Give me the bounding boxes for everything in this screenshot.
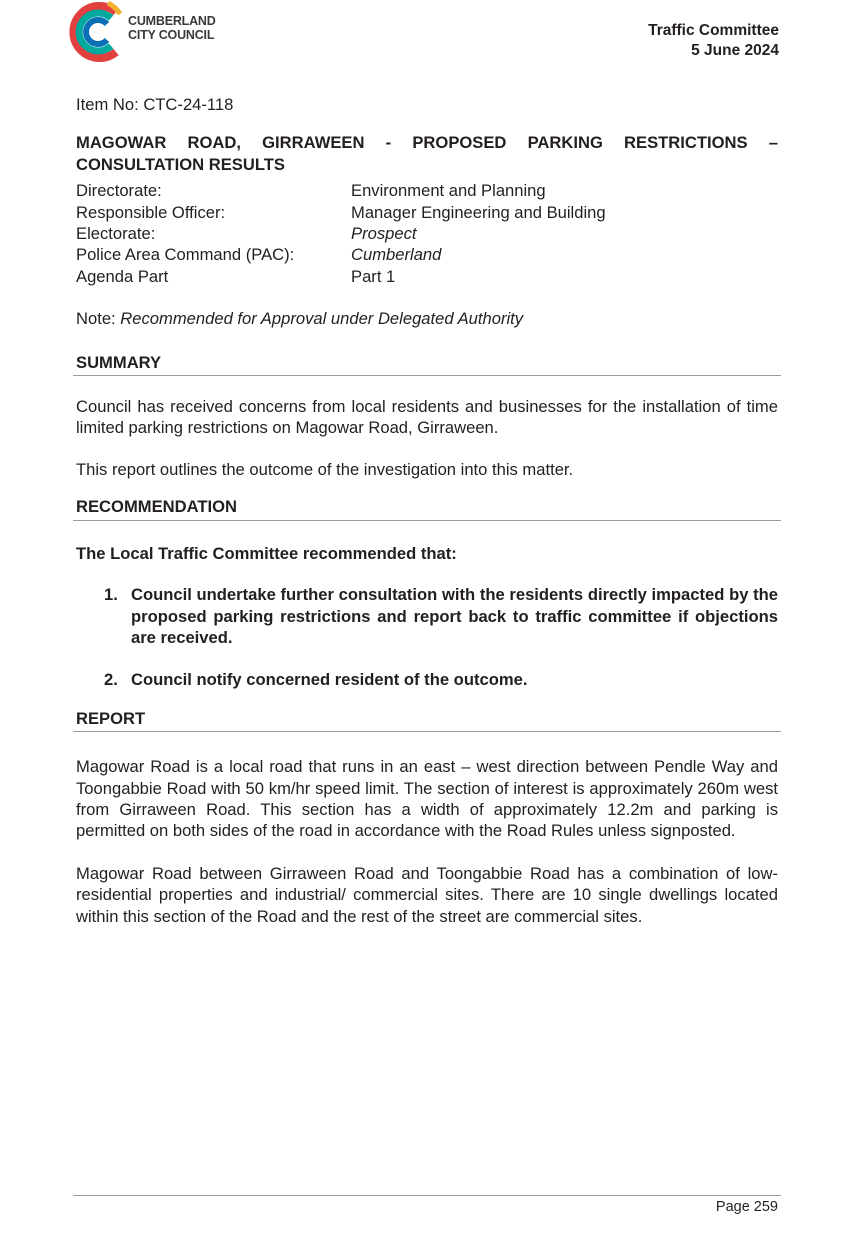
item-number-label: 1. <box>104 585 118 605</box>
meta-table <box>76 180 778 287</box>
meta-value: Prospect <box>351 224 417 244</box>
note-text: Recommended for Approval under Delegated Authority <box>120 309 524 329</box>
summary-paragraph: This report outlines the outcome of the investigation into this matter. <box>76 459 574 479</box>
meta-label: Agenda Part <box>76 266 169 286</box>
meta-value: Environment and Planning <box>351 181 546 201</box>
meta-label: Police Area Command (PAC): <box>76 245 295 265</box>
report-body <box>76 94 778 927</box>
report-paragraph: Magowar Road is a local road that runs in an east – west direction between Pendle Way and Toongabbie Road with 50 km/hr speed limit. The section of interest is approximately 260m west from Girraween Road. This section has a width of approximately 12.2m and parking is permitted on both sides of the road in accordance with the Road Rules unless signposted. <box>76 757 778 841</box>
summary-paragraph: Council has received concerns from local residents and businesses for the installation of time limited parking restrictions on Magowar Road, Girraween. <box>76 397 778 438</box>
council-logo-icon <box>64 0 126 64</box>
logo-line-1: CUMBERLAND <box>128 14 216 28</box>
recommendation-intro: The Local Traffic Committee recommended that: <box>76 543 457 563</box>
item-text: Council undertake further consultation with the residents directly impacted by the proposed parking restrictions and report back to traffic committee if objections are received. <box>131 585 778 647</box>
council-logo-wordmark <box>128 14 216 42</box>
meta-value: Part 1 <box>351 266 396 286</box>
meta-row <box>76 223 778 244</box>
recommendation-heading: RECOMMENDATION <box>73 496 781 520</box>
note-label: Note: <box>76 309 116 329</box>
meta-value: Manager Engineering and Building <box>351 202 606 222</box>
meta-row <box>76 266 778 287</box>
recommendation-item <box>76 669 778 690</box>
council-logo <box>64 0 234 64</box>
report-title: MAGOWAR ROAD, GIRRAWEEN - PROPOSED PARKING RESTRICTIONS – CONSULTATION RESULTS <box>76 133 778 174</box>
footer-divider <box>73 1195 781 1196</box>
page-number: Page 259 <box>715 1199 778 1215</box>
item-text: Council notify concerned resident of the outcome. <box>131 670 528 690</box>
recommendation-list <box>76 584 778 691</box>
item-number: Item No: CTC-24-118 <box>76 95 234 114</box>
meta-label: Electorate: <box>76 224 156 244</box>
document-header <box>648 21 779 61</box>
logo-line-2: CITY COUNCIL <box>128 28 215 42</box>
item-number-label: 2. <box>104 670 118 690</box>
meta-row <box>76 244 778 265</box>
approval-note <box>76 308 778 329</box>
report-paragraph: Magowar Road between Girraween Road and Toongabbie Road has a combination of low-residential properties and industrial/ commercial sites. There are 10 single dwellings located within this section of the Road and the rest of the street are commercial sites. <box>76 863 778 926</box>
meta-value: Cumberland <box>351 245 442 265</box>
recommendation-item <box>76 584 778 648</box>
meta-label: Responsible Officer: <box>76 202 226 222</box>
meeting-date: 5 June 2024 <box>691 42 779 59</box>
meta-row <box>76 180 778 201</box>
meta-row <box>76 202 778 223</box>
committee-name: Traffic Committee <box>648 22 779 39</box>
summary-heading: SUMMARY <box>73 352 781 376</box>
meta-label: Directorate: <box>76 181 162 201</box>
report-heading: REPORT <box>73 708 781 732</box>
